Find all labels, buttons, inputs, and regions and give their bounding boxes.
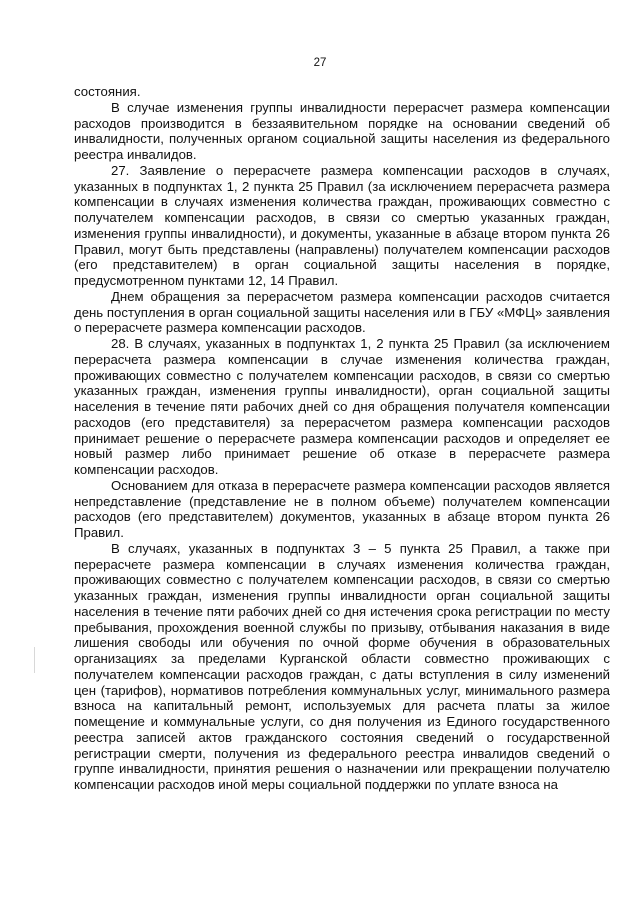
paragraph-disability-group-change: В случае изменения группы инвалидности перерасчет размера компенсации расходов производится в беззаявительном порядке на основании сведений об инвалидности, полученных органом социальной защиты населения из федерального реестра инвалидов. [74, 99, 610, 162]
scan-margin-mark [34, 647, 35, 673]
paragraph-item-27: 27. Заявление о перерасчете размера компенсации расходов в случаях, указанных в подпунктах 1, 2 пункта 25 Правил (за исключением перерасчета размера компенсации в случаях изменения количества граждан, проживающих совместно с получателем компенсации расходов, в связи со смертью указанных граждан, изменения группы инвалидности), и документы, указанные в абзаце втором пункта 26 Правил, могут быть представлены (направлены) получателем компенсации расходов (его представителем) в орган социальной защиты населения в порядке, предусмотренном пунктами 12, 14 Правил. [74, 162, 610, 288]
paragraph-application-day: Днем обращения за перерасчетом размера компенсации расходов считается день поступления в орган социальной защиты населения или в ГБУ «МФЦ» заявления о перерасчете размера компенсации расходов. [74, 288, 610, 336]
page-number: 27 [313, 57, 327, 69]
document-body [74, 84, 610, 793]
paragraph-other-cases: В случаях, указанных в подпунктах 3 – 5 пункта 25 Правил, а также при перерасчете размера компенсации в случаях изменения количества граждан, проживающих совместно с получателем компенсации расходов, в связи со смертью указанных граждан, изменения группы инвалидности орган социальной защиты населения в течение пяти рабочих дней со дня истечения срока регистрации по месту пребывания, прохождения военной службы по призыву, отбывания наказания в виде лишения свободы или обучения по очной форме обучения в образовательных организациях за пределами Курганской области совместно проживающих с получателем компенсации расходов граждан, с даты вступления в силу изменений цен (тарифов), нормативов потребления коммунальных услуг, минимального размера взноса на капитальный ремонт, используемых для расчета платы за жилое помещение и коммунальные услуги, со дня получения из Единого государственного реестра записей актов гражданского состояния сведений о государственной регистрации смерти, получения из федерального реестра инвалидов сведений о группе инвалидности, принятия решения о назначении или прекращении получателю компенсации расходов иной меры социальной поддержки по уплате взноса на [74, 540, 610, 792]
paragraph-refusal-grounds: Основанием для отказа в перерасчете размера компенсации расходов является непредставление (представление не в полном объеме) получателем компенсации расходов (его представителем) документов, указанных в абзаце втором пункта 26 Правил. [74, 477, 610, 540]
paragraph-continuation: состояния. [74, 84, 141, 99]
paragraph-item-28: 28. В случаях, указанных в подпунктах 1, 2 пункта 25 Правил (за исключением перерасчета размера компенсации в случае изменения количества граждан, проживающих совместно с получателем компенсации расходов, в связи со смертью указанных граждан, изменения группы инвалидности), орган социальной защиты населения в течение пяти рабочих дней со дня обращения получателя компенсации расходов (его представителя) за перерасчетом размера компенсации расходов принимает решение о перерасчете размера компенсации расходов и определяет ее новый размер либо принимает решение об отказе в перерасчете размера компенсации расходов. [74, 336, 610, 477]
